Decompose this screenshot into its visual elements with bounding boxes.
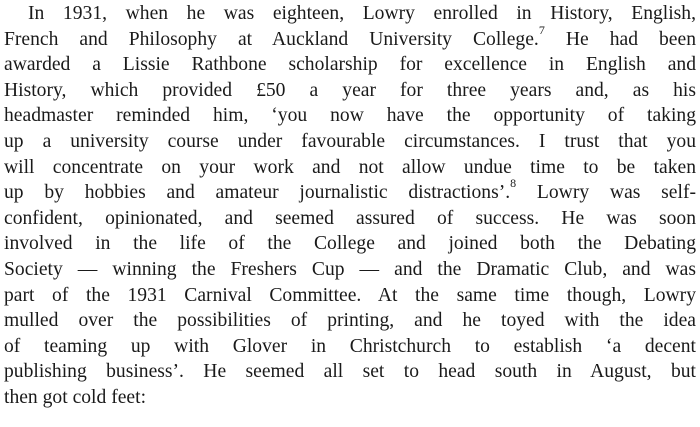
text-line (4, 283, 696, 309)
line-text: In 1931, when he was eighteen, Lowry enrolled in History, English, (28, 3, 696, 24)
footnote-marker: 7 (538, 22, 545, 37)
text-line (4, 334, 696, 360)
text-line (4, 206, 696, 232)
line-text: up by hobbies and amateur journalistic distractions’. (4, 182, 511, 204)
text-line (4, 103, 696, 129)
line-text: of teaming up with Glover in Christchurch to establish ‘a decent (4, 335, 696, 357)
text-line (4, 308, 696, 334)
text-line (4, 22, 696, 53)
text-line (4, 385, 696, 411)
line-text: then got cold feet: (4, 386, 147, 408)
text-line (4, 359, 696, 385)
line-text: publishing business’. He seemed all set to head south in August, but (4, 361, 696, 383)
text-line (4, 52, 696, 78)
text-line (4, 231, 696, 257)
text-line (4, 257, 696, 283)
line-text: awarded a Lissie Rathbone scholarship for excellence in English and (4, 54, 696, 76)
footnote-marker: 8 (510, 176, 517, 191)
text-line (4, 155, 696, 181)
text-line (4, 129, 696, 155)
line-text: part of the 1931 Carnival Committee. At the same time though, Lowry (4, 284, 696, 306)
line-text: Lowry was self- (516, 182, 696, 204)
line-text: up a university course under favourable circumstances. I trust that you (4, 130, 696, 152)
text-line (4, 176, 696, 206)
line-text: He had been (544, 28, 696, 50)
line-text: headmaster reminded him, ‘you now have the opportunity of taking (4, 105, 696, 127)
line-text: will concentrate on your work and not allow undue time to be taken (4, 156, 696, 178)
document-page (4, 0, 696, 411)
line-text: History, which provided £50 a year for three years and, as his (4, 79, 696, 101)
line-text: involved in the life of the College and joined both the Debating (4, 233, 696, 255)
body-paragraph (4, 0, 696, 411)
line-text: French and Philosophy at Auckland University College. (4, 28, 539, 50)
line-text: mulled over the possibilities of printing, and he toyed with the idea (4, 310, 696, 332)
text-line (4, 1, 696, 27)
text-line (4, 78, 696, 104)
line-text: Society — winning the Freshers Cup — and the Dramatic Club, and was (4, 258, 696, 280)
line-text: confident, opinionated, and seemed assured of success. He was soon (4, 207, 696, 229)
